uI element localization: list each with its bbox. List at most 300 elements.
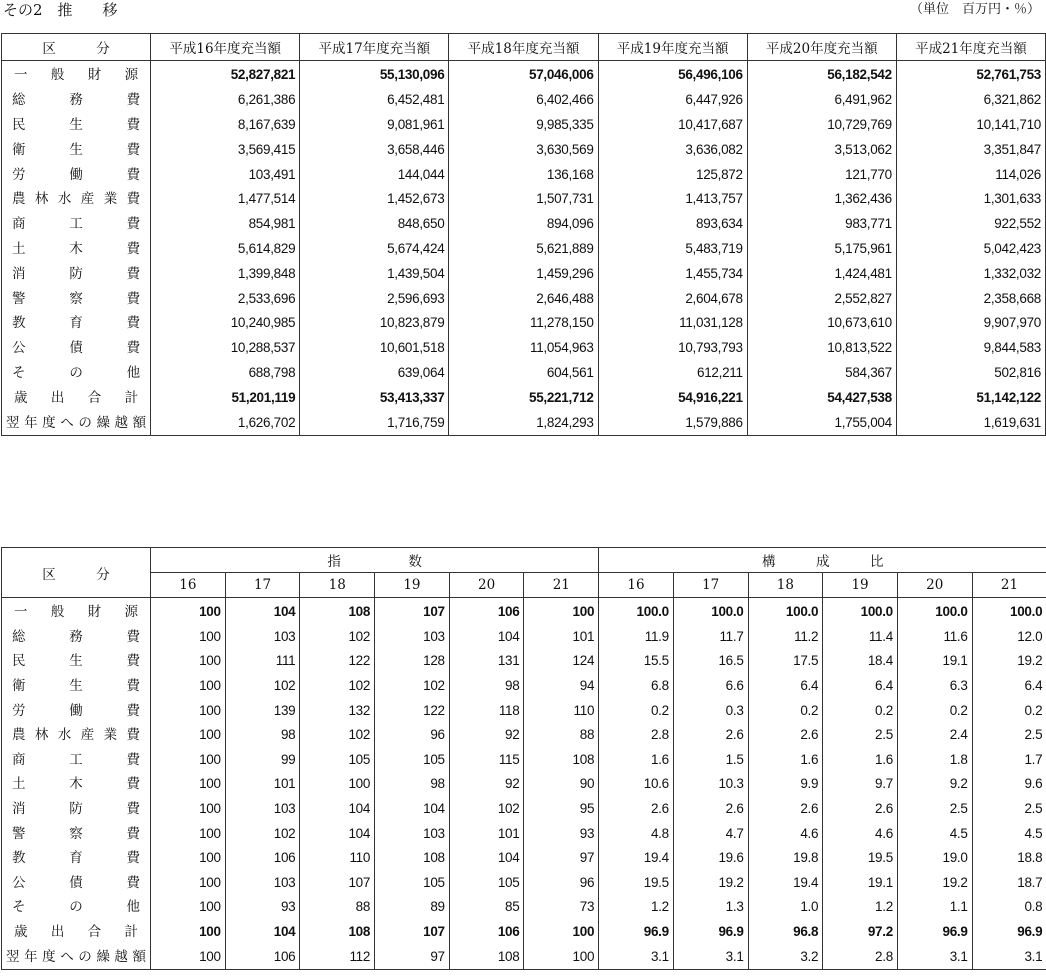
table-cell: 848,650	[300, 212, 449, 237]
table-row	[2, 625, 1046, 650]
table-cell: 52,761,753	[896, 61, 1045, 88]
row-label: 農林水産業費	[2, 187, 151, 212]
year-header: 16	[599, 573, 674, 598]
table-cell: 54,916,221	[598, 385, 747, 410]
table-cell: 100	[151, 821, 226, 846]
table-cell: 19.2	[972, 649, 1046, 674]
table-cell: 107	[375, 920, 450, 945]
table-row	[2, 361, 1046, 386]
table-cell: 10.3	[673, 772, 748, 797]
table-cell: 19.5	[823, 846, 898, 871]
table-cell: 19.5	[599, 871, 674, 896]
table-cell: 10,823,879	[300, 311, 449, 336]
table-cell: 2.8	[823, 944, 898, 969]
table-row	[2, 598, 1046, 625]
table-row	[2, 649, 1046, 674]
table-cell: 8,167,639	[151, 113, 300, 138]
table-cell: 108	[524, 748, 599, 773]
table-cell: 10,240,985	[151, 311, 300, 336]
table-cell: 19.1	[897, 649, 972, 674]
table-cell: 17.5	[748, 649, 823, 674]
table-row	[2, 846, 1046, 871]
table-row	[2, 723, 1046, 748]
table-cell: 99	[225, 748, 300, 773]
table-cell: 502,816	[896, 361, 1045, 386]
table-cell: 102	[225, 821, 300, 846]
year-header: 17	[673, 573, 748, 598]
table-cell: 51,142,122	[896, 385, 1045, 410]
column-header: 平成17年度充当額	[300, 34, 449, 61]
table-cell: 103	[225, 625, 300, 650]
table-row	[2, 61, 1046, 88]
table-cell: 100	[151, 723, 226, 748]
table-cell: 11.6	[897, 625, 972, 650]
table-cell: 100	[151, 797, 226, 822]
index-group-header: 指 数	[151, 548, 599, 573]
table-cell: 104	[225, 920, 300, 945]
row-label: 総務費	[2, 625, 151, 650]
section-title: その2 推 移	[3, 1, 118, 19]
year-header: 19	[823, 573, 898, 598]
table-cell: 11,054,963	[449, 336, 598, 361]
table-cell: 100.0	[972, 598, 1046, 625]
table-cell: 101	[225, 772, 300, 797]
table-cell: 4.5	[972, 821, 1046, 846]
table-cell: 4.6	[748, 821, 823, 846]
table-cell: 103	[375, 625, 450, 650]
table-cell: 100	[300, 772, 375, 797]
table-cell: 110	[300, 846, 375, 871]
year-header: 21	[524, 573, 599, 598]
table-row	[2, 187, 1046, 212]
table-cell: 57,046,006	[449, 61, 598, 88]
table-cell: 88	[300, 895, 375, 920]
table-cell: 612,211	[598, 361, 747, 386]
row-label: 消防費	[2, 797, 151, 822]
table-cell: 1,301,633	[896, 187, 1045, 212]
table-cell: 92	[449, 772, 524, 797]
table-cell: 96.8	[748, 920, 823, 945]
table-row	[2, 944, 1046, 969]
table-cell: 893,634	[598, 212, 747, 237]
table-cell: 19.6	[673, 846, 748, 871]
table-cell: 90	[524, 772, 599, 797]
category-header: 区 分	[2, 548, 151, 598]
year-header: 21	[972, 573, 1046, 598]
table-cell: 6,452,481	[300, 88, 449, 113]
table-cell: 10,793,793	[598, 336, 747, 361]
table-cell: 102	[300, 625, 375, 650]
table-cell: 96.9	[599, 920, 674, 945]
table-cell: 108	[300, 920, 375, 945]
row-label: 農林水産業費	[2, 723, 151, 748]
table-cell: 122	[375, 698, 450, 723]
row-label: 労働費	[2, 162, 151, 187]
table-cell: 144,044	[300, 162, 449, 187]
table-cell: 1,424,481	[747, 261, 896, 286]
table-cell: 106	[225, 944, 300, 969]
table-cell: 100	[151, 598, 226, 625]
table-cell: 12.0	[972, 625, 1046, 650]
table-cell: 52,827,821	[151, 61, 300, 88]
table-cell: 6.4	[972, 674, 1046, 699]
table-cell: 1,824,293	[449, 410, 598, 435]
table-cell: 5,674,424	[300, 237, 449, 262]
table-cell: 3.2	[748, 944, 823, 969]
table-cell: 100	[151, 846, 226, 871]
group-header-row	[2, 548, 1046, 573]
table-cell: 0.3	[673, 698, 748, 723]
column-header: 平成19年度充当額	[598, 34, 747, 61]
table-cell: 2.6	[748, 723, 823, 748]
table-cell: 2.6	[673, 797, 748, 822]
table-row	[2, 261, 1046, 286]
table-cell: 11.9	[599, 625, 674, 650]
table-cell: 1.7	[972, 748, 1046, 773]
table-cell: 10,417,687	[598, 113, 747, 138]
table-cell: 106	[449, 598, 524, 625]
table-cell: 1,455,734	[598, 261, 747, 286]
table-cell: 1,439,504	[300, 261, 449, 286]
table-cell: 6,447,926	[598, 88, 747, 113]
table-row	[2, 286, 1046, 311]
table-cell: 103	[225, 871, 300, 896]
row-label: 教育費	[2, 311, 151, 336]
table-cell: 103	[225, 797, 300, 822]
table-cell: 2.5	[897, 797, 972, 822]
table-cell: 4.7	[673, 821, 748, 846]
table-cell: 19.4	[748, 871, 823, 896]
table-cell: 0.8	[972, 895, 1046, 920]
table-cell: 2.6	[748, 797, 823, 822]
table-cell: 11.4	[823, 625, 898, 650]
table-cell: 2,604,678	[598, 286, 747, 311]
table-cell: 0.2	[748, 698, 823, 723]
table-cell: 5,042,423	[896, 237, 1045, 262]
table-cell: 128	[375, 649, 450, 674]
table-cell: 122	[300, 649, 375, 674]
table-cell: 92	[449, 723, 524, 748]
table-cell: 96.9	[673, 920, 748, 945]
table-cell: 3,513,062	[747, 137, 896, 162]
table-row	[2, 410, 1046, 435]
table-cell: 6.8	[599, 674, 674, 699]
table-row	[2, 772, 1046, 797]
table-cell: 6,491,962	[747, 88, 896, 113]
table-cell: 100	[151, 772, 226, 797]
table-cell: 1,619,631	[896, 410, 1045, 435]
row-label: 総務費	[2, 88, 151, 113]
table-cell: 19.2	[897, 871, 972, 896]
table-cell: 100	[151, 649, 226, 674]
row-label: 消防費	[2, 261, 151, 286]
table-row	[2, 674, 1046, 699]
table-cell: 104	[225, 598, 300, 625]
table-cell: 6,321,862	[896, 88, 1045, 113]
table-cell: 19.8	[748, 846, 823, 871]
table-row	[2, 895, 1046, 920]
row-label: 商工費	[2, 212, 151, 237]
table-cell: 1,507,731	[449, 187, 598, 212]
table-cell: 100	[151, 871, 226, 896]
table-cell: 103	[375, 821, 450, 846]
table-cell: 1,626,702	[151, 410, 300, 435]
row-label: 教育費	[2, 846, 151, 871]
table-cell: 1,755,004	[747, 410, 896, 435]
row-label: その他	[2, 361, 151, 386]
table-cell: 10,729,769	[747, 113, 896, 138]
table-cell: 94	[524, 674, 599, 699]
table-cell: 0.2	[599, 698, 674, 723]
table-cell: 53,413,337	[300, 385, 449, 410]
table-cell: 3.1	[972, 944, 1046, 969]
table-cell: 2,533,696	[151, 286, 300, 311]
table-row	[2, 797, 1046, 822]
table-cell: 3.1	[599, 944, 674, 969]
table-row	[2, 871, 1046, 896]
table-cell: 3.1	[673, 944, 748, 969]
table-cell: 96.9	[972, 920, 1046, 945]
table-cell: 9.7	[823, 772, 898, 797]
table-cell: 51,201,119	[151, 385, 300, 410]
table-cell: 98	[225, 723, 300, 748]
row-label: 警察費	[2, 286, 151, 311]
table-cell: 1.8	[897, 748, 972, 773]
table-cell: 1,477,514	[151, 187, 300, 212]
table-cell: 89	[375, 895, 450, 920]
row-label: 警察費	[2, 821, 151, 846]
table-cell: 2.5	[823, 723, 898, 748]
table-cell: 106	[449, 920, 524, 945]
table-cell: 922,552	[896, 212, 1045, 237]
table-row	[2, 137, 1046, 162]
row-label: 歳出合計	[2, 385, 151, 410]
table-cell: 108	[449, 944, 524, 969]
row-label: 公債費	[2, 871, 151, 896]
table-cell: 19.0	[897, 846, 972, 871]
year-header: 20	[449, 573, 524, 598]
table-cell: 1,413,757	[598, 187, 747, 212]
table-cell: 10,673,610	[747, 311, 896, 336]
table-cell: 1,399,848	[151, 261, 300, 286]
table-cell: 132	[300, 698, 375, 723]
table-cell: 106	[225, 846, 300, 871]
table-cell: 584,367	[747, 361, 896, 386]
table-cell: 96	[375, 723, 450, 748]
table-cell: 5,614,829	[151, 237, 300, 262]
row-label: 一般財源	[2, 598, 151, 625]
table-cell: 88	[524, 723, 599, 748]
table-cell: 2.5	[972, 723, 1046, 748]
table-cell: 2,552,827	[747, 286, 896, 311]
table-cell: 1.6	[748, 748, 823, 773]
index-ratio-table	[1, 547, 1046, 970]
table-cell: 3,351,847	[896, 137, 1045, 162]
column-header: 平成20年度充当額	[747, 34, 896, 61]
table-cell: 85	[449, 895, 524, 920]
table-cell: 18.8	[972, 846, 1046, 871]
table-row	[2, 212, 1046, 237]
row-label: 一般財源	[2, 61, 151, 88]
unit-note: （単位 百万円・％）	[909, 2, 1040, 17]
table-cell: 2.5	[972, 797, 1046, 822]
table-cell: 108	[375, 846, 450, 871]
table-cell: 54,427,538	[747, 385, 896, 410]
table-cell: 18.4	[823, 649, 898, 674]
table-cell: 100.0	[823, 598, 898, 625]
table-cell: 124	[524, 649, 599, 674]
table-cell: 4.6	[823, 821, 898, 846]
table-cell: 1.2	[823, 895, 898, 920]
table-cell: 136,168	[449, 162, 598, 187]
table-cell: 0.2	[972, 698, 1046, 723]
table-cell: 1.3	[673, 895, 748, 920]
table-cell: 9.9	[748, 772, 823, 797]
year-header: 17	[225, 573, 300, 598]
table-cell: 104	[300, 797, 375, 822]
table-cell: 131	[449, 649, 524, 674]
table-cell: 2.6	[823, 797, 898, 822]
table-cell: 9,907,970	[896, 311, 1045, 336]
table-cell: 100.0	[897, 598, 972, 625]
table-cell: 639,064	[300, 361, 449, 386]
table-cell: 894,096	[449, 212, 598, 237]
table-cell: 1.6	[599, 748, 674, 773]
table-cell: 105	[449, 871, 524, 896]
table-cell: 97	[524, 846, 599, 871]
table-cell: 1.2	[599, 895, 674, 920]
table-cell: 9.6	[972, 772, 1046, 797]
table-cell: 2,646,488	[449, 286, 598, 311]
table-cell: 1.1	[897, 895, 972, 920]
column-header: 平成21年度充当額	[896, 34, 1045, 61]
table-row	[2, 920, 1046, 945]
ratio-group-header: 構 成 比	[599, 548, 1046, 573]
table-row	[2, 336, 1046, 361]
table-cell: 104	[449, 846, 524, 871]
row-label: その他	[2, 895, 151, 920]
table-cell: 2,596,693	[300, 286, 449, 311]
table-cell: 10,288,537	[151, 336, 300, 361]
row-label: 労働費	[2, 698, 151, 723]
table-cell: 1.0	[748, 895, 823, 920]
table-cell: 73	[524, 895, 599, 920]
table-cell: 107	[300, 871, 375, 896]
year-header: 18	[748, 573, 823, 598]
table-cell: 101	[449, 821, 524, 846]
table-cell: 98	[449, 674, 524, 699]
table-cell: 100	[151, 674, 226, 699]
table-cell: 15.5	[599, 649, 674, 674]
row-label: 歳出合計	[2, 920, 151, 945]
table-cell: 9.2	[897, 772, 972, 797]
table-cell: 18.7	[972, 871, 1046, 896]
table-cell: 6.4	[823, 674, 898, 699]
table-cell: 107	[375, 598, 450, 625]
table-cell: 100	[151, 895, 226, 920]
table-cell: 96	[524, 871, 599, 896]
table-cell: 854,981	[151, 212, 300, 237]
table-cell: 102	[300, 723, 375, 748]
table-cell: 6.6	[673, 674, 748, 699]
table-cell: 93	[524, 821, 599, 846]
table-cell: 100	[524, 920, 599, 945]
table-cell: 55,130,096	[300, 61, 449, 88]
table-cell: 1.5	[673, 748, 748, 773]
table-cell: 10,813,522	[747, 336, 896, 361]
table-cell: 56,182,542	[747, 61, 896, 88]
row-label: 公債費	[2, 336, 151, 361]
table-cell: 100.0	[748, 598, 823, 625]
table-cell: 6,402,466	[449, 88, 598, 113]
table-cell: 114,026	[896, 162, 1045, 187]
table-cell: 93	[225, 895, 300, 920]
row-label: 衛生費	[2, 674, 151, 699]
row-label: 民生費	[2, 649, 151, 674]
table-cell: 3,658,446	[300, 137, 449, 162]
table-cell: 604,561	[449, 361, 598, 386]
row-label: 土木費	[2, 237, 151, 262]
row-label: 翌年度への繰越額	[2, 944, 151, 969]
table-cell: 5,621,889	[449, 237, 598, 262]
table-cell: 10.6	[599, 772, 674, 797]
table-cell: 11.2	[748, 625, 823, 650]
table-cell: 983,771	[747, 212, 896, 237]
row-label: 商工費	[2, 748, 151, 773]
table-cell: 139	[225, 698, 300, 723]
table-cell: 2.6	[599, 797, 674, 822]
table-cell: 6,261,386	[151, 88, 300, 113]
table-cell: 1,716,759	[300, 410, 449, 435]
table-cell: 100	[151, 625, 226, 650]
column-header: 平成16年度充当額	[151, 34, 300, 61]
table-cell: 95	[524, 797, 599, 822]
table-cell: 5,175,961	[747, 237, 896, 262]
table-cell: 112	[300, 944, 375, 969]
table-row	[2, 698, 1046, 723]
table-cell: 688,798	[151, 361, 300, 386]
table-cell: 19.2	[673, 871, 748, 896]
allocation-table	[1, 33, 1046, 436]
table-cell: 121,770	[747, 162, 896, 187]
table-cell: 104	[449, 625, 524, 650]
allocation-header-row	[2, 34, 1046, 61]
table-cell: 105	[375, 748, 450, 773]
table-row	[2, 88, 1046, 113]
table-cell: 6.4	[748, 674, 823, 699]
table-cell: 6.3	[897, 674, 972, 699]
row-label: 民生費	[2, 113, 151, 138]
table-cell: 2.4	[897, 723, 972, 748]
table-row	[2, 821, 1046, 846]
table-cell: 103,491	[151, 162, 300, 187]
table-cell: 101	[524, 625, 599, 650]
table-cell: 102	[375, 674, 450, 699]
table-cell: 11,031,128	[598, 311, 747, 336]
table-row	[2, 385, 1046, 410]
table-cell: 102	[300, 674, 375, 699]
table-cell: 3,630,569	[449, 137, 598, 162]
table-cell: 3.1	[897, 944, 972, 969]
table-cell: 4.5	[897, 821, 972, 846]
table-cell: 100	[151, 748, 226, 773]
year-header: 18	[300, 573, 375, 598]
row-label: 衛生費	[2, 137, 151, 162]
table-cell: 0.2	[897, 698, 972, 723]
table-cell: 125,872	[598, 162, 747, 187]
table-row	[2, 748, 1046, 773]
row-label: 土木費	[2, 772, 151, 797]
